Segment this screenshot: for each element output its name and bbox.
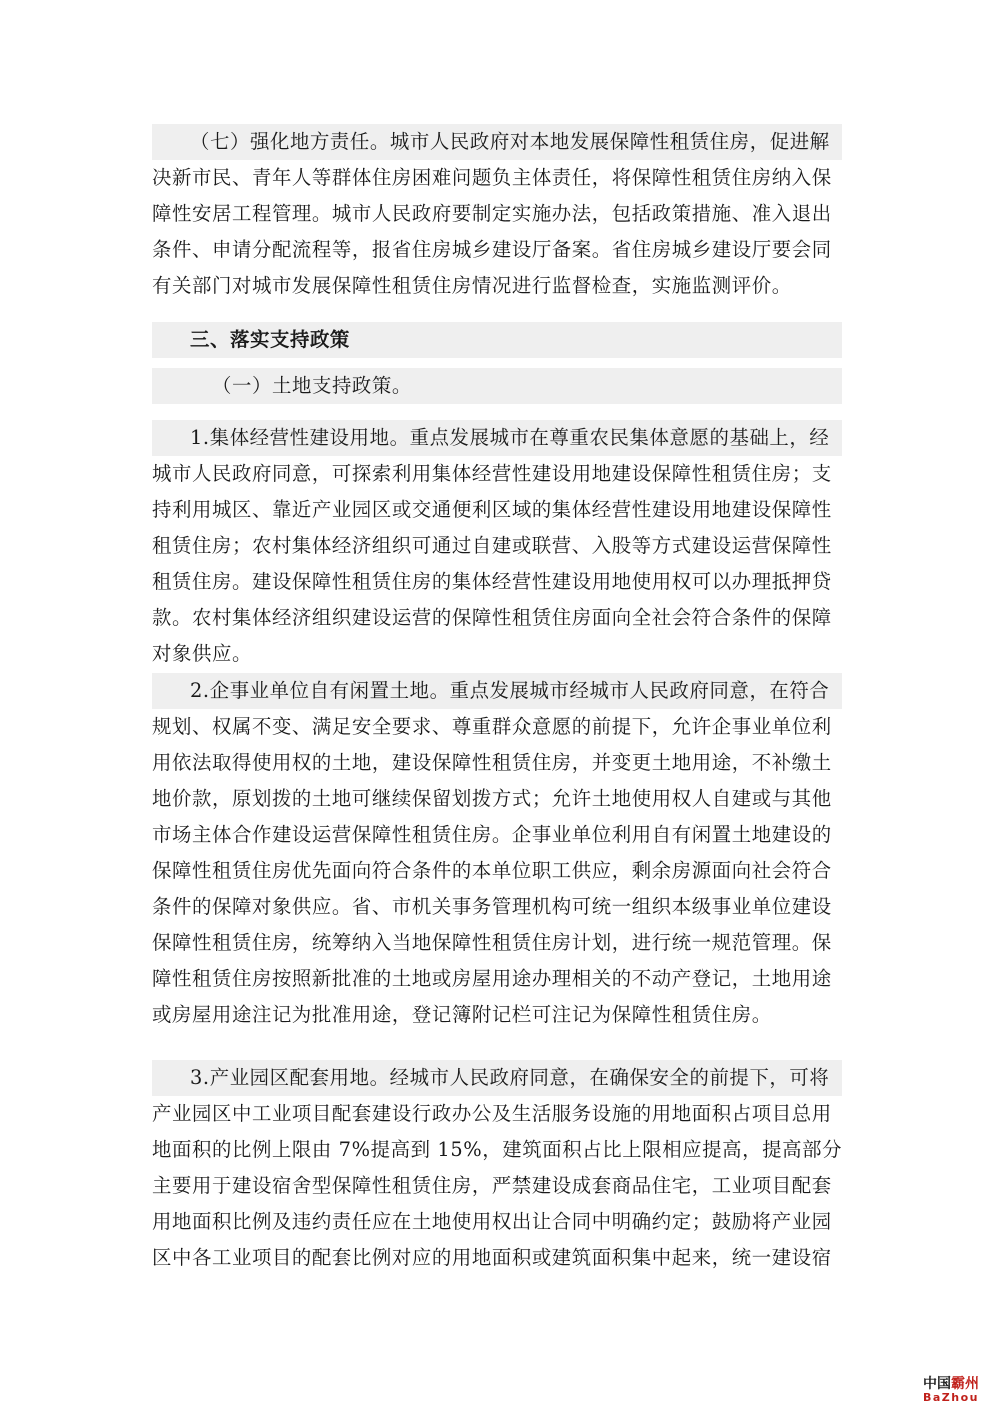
text-line: （七）强化地方责任。城市人民政府对本地发展保障性租赁住房，促进解 — [152, 124, 842, 160]
text-line: 决新市民、青年人等群体住房困难问题负主体责任，将保障性租赁住房纳入保 — [152, 166, 832, 189]
paragraph-industrial-park-land — [152, 1060, 842, 1276]
text-line: 条件的保障对象供应。省、市机关事务管理机构可统一组织本级事业单位建设 — [152, 895, 832, 918]
paragraph-collective-land — [152, 420, 842, 672]
subsection-land-policy — [152, 368, 842, 404]
text-line: 持利用城区、靠近产业园区或交通便利区域的集体经营性建设用地建设保障性 — [152, 498, 832, 521]
text-line: 区中各工业项目的配套比例对应的用地面积或建筑面积集中起来，统一建设宿 — [152, 1246, 832, 1269]
text-line: 保障性租赁住房优先面向符合条件的本单位职工供应，剩余房源面向社会符合 — [152, 859, 832, 882]
text-line: 城市人民政府同意，可探索利用集体经营性建设用地建设保障性租赁住房；支 — [152, 462, 832, 485]
text-line: 地价款，原划拨的土地可继续保留划拨方式；允许土地使用权人自建或与其他 — [152, 787, 832, 810]
text-line: 3.产业园区配套用地。经城市人民政府同意，在确保安全的前提下，可将 — [152, 1060, 842, 1096]
text-line: 条件、申请分配流程等，报省住房城乡建设厅备案。省住房城乡建设厅要会同 — [152, 238, 832, 261]
text-line: 用依法取得使用权的土地，建设保障性租赁住房，并变更土地用途，不补缴土 — [152, 751, 832, 774]
text-line: 有关部门对城市发展保障性租赁住房情况进行监督检查，实施监测评价。 — [152, 274, 792, 297]
text-line: 主要用于建设宿舍型保障性租赁住房，严禁建设成套商品住宅，工业项目配套 — [152, 1174, 832, 1197]
text-line: 障性安居工程管理。城市人民政府要制定实施办法，包括政策措施、准入退出 — [152, 202, 832, 225]
text-line: 规划、权属不变、满足安全要求、尊重群众意愿的前提下，允许企事业单位利 — [152, 715, 832, 738]
logo-english: BaZhou — [922, 1391, 979, 1404]
text-line: 障性租赁住房按照新批准的土地或房屋用途办理相关的不动产登记，土地用途 — [152, 967, 832, 990]
text-line: 保障性租赁住房，统筹纳入当地保障性租赁住房计划，进行统一规范管理。保 — [152, 931, 832, 954]
text-line: 或房屋用途注记为批准用途，登记簿附记栏可注记为保障性租赁住房。 — [152, 1003, 772, 1026]
text-line: 对象供应。 — [152, 642, 252, 665]
text-line: 三、落实支持政策 — [152, 322, 842, 358]
logo-chinese — [918, 1376, 984, 1392]
text-line: （一）土地支持政策。 — [152, 368, 842, 404]
text-line: 用地面积比例及违约责任应在土地使用权出让合同中明确约定；鼓励将产业园 — [152, 1210, 832, 1233]
section-heading-support-policies — [152, 322, 842, 358]
text-line: 租赁住房；农村集体经济组织可通过自建或联营、入股等方式建设运营保障性 — [152, 534, 832, 557]
text-line: 2.企事业单位自有闲置土地。重点发展城市经城市人民政府同意，在符合 — [152, 673, 842, 709]
text-line: 地面积的比例上限由 7%提高到 15%，建筑面积占比上限相应提高，提高部分 — [152, 1138, 842, 1161]
logo-text-china: 中国 — [923, 1376, 951, 1392]
text-line: 市场主体合作建设运营保障性租赁住房。企事业单位利用自有闲置土地建设的 — [152, 823, 832, 846]
text-line: 租赁住房。建设保障性租赁住房的集体经营性建设用地使用权可以办理抵押贷 — [152, 570, 832, 593]
text-line: 1.集体经营性建设用地。重点发展城市在尊重农民集体意愿的基础上，经 — [152, 420, 842, 456]
text-line: 产业园区中工业项目配套建设行政办公及生活服务设施的用地面积占项目总用 — [152, 1102, 832, 1125]
text-line: 款。农村集体经济组织建设运营的保障性租赁住房面向全社会符合条件的保障 — [152, 606, 832, 629]
paragraph-local-responsibility — [152, 124, 842, 304]
paragraph-enterprise-idle-land — [152, 673, 842, 1033]
bazhou-logo — [918, 1376, 984, 1404]
logo-text-bazhou: 霸州 — [951, 1376, 979, 1392]
